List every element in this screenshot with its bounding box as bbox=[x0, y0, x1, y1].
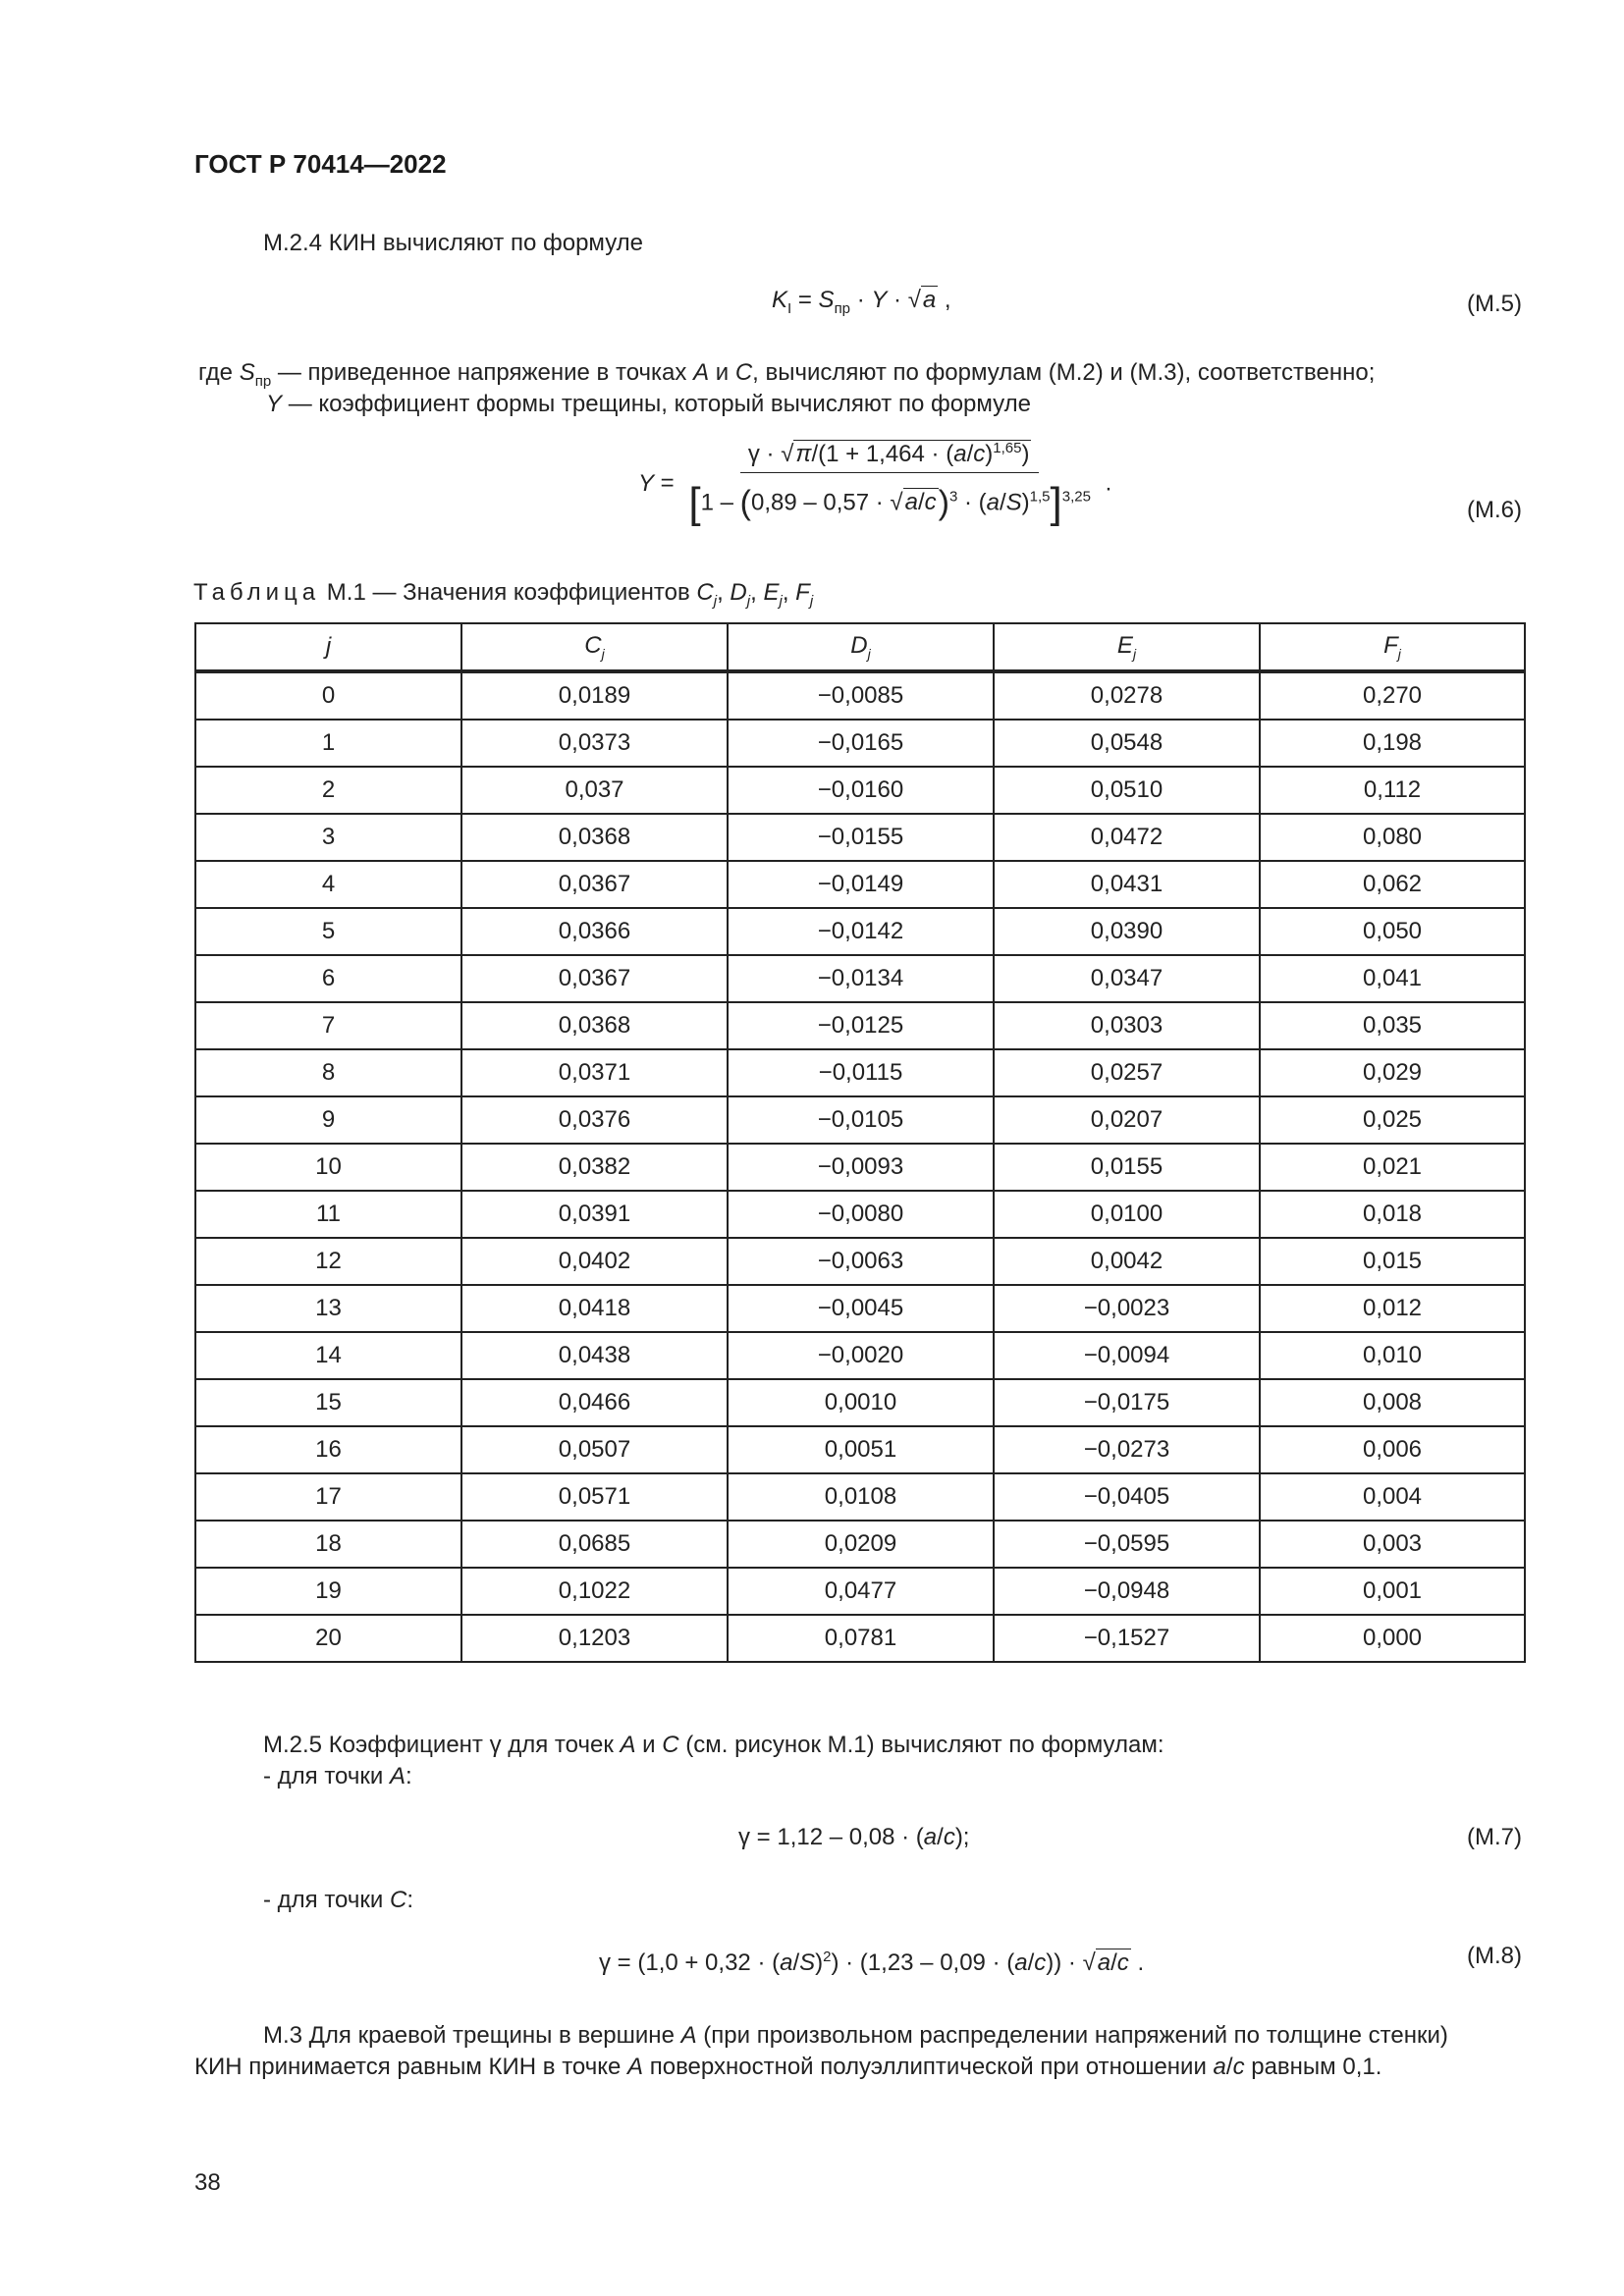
table-cell: −0,0948 bbox=[994, 1568, 1260, 1615]
table-header-cell: j bbox=[195, 623, 461, 671]
table-cell: 0,0155 bbox=[994, 1144, 1260, 1191]
table-cell: 0,0108 bbox=[728, 1473, 994, 1521]
table-cell: 10 bbox=[195, 1144, 461, 1191]
table-cell: −0,0273 bbox=[994, 1426, 1260, 1473]
table-cell: 18 bbox=[195, 1521, 461, 1568]
table-cell: 0,0100 bbox=[994, 1191, 1260, 1238]
table-cell: 0,0368 bbox=[461, 1002, 728, 1049]
table-cell: −0,0165 bbox=[728, 720, 994, 767]
table-cell: 0,0376 bbox=[461, 1096, 728, 1144]
table-cell: −0,0175 bbox=[994, 1379, 1260, 1426]
table-cell: 7 bbox=[195, 1002, 461, 1049]
table-row bbox=[195, 1191, 1525, 1238]
table-cell: 0,0051 bbox=[728, 1426, 994, 1473]
point-c-label: - для точки C: bbox=[263, 1887, 413, 1913]
table-cell: −0,0115 bbox=[728, 1049, 994, 1096]
table-cell: −0,0080 bbox=[728, 1191, 994, 1238]
table-header-cell: $F_j$ bbox=[1260, 623, 1525, 671]
table-cell: −0,0160 bbox=[728, 767, 994, 814]
table-row bbox=[195, 908, 1525, 955]
table-cell: 0,1022 bbox=[461, 1568, 728, 1615]
table-cell: 0,0402 bbox=[461, 1238, 728, 1285]
table-cell: 0,0367 bbox=[461, 861, 728, 908]
table-cell: 0,0438 bbox=[461, 1332, 728, 1379]
table-cell: −0,0405 bbox=[994, 1473, 1260, 1521]
table-row bbox=[195, 1332, 1525, 1379]
table-row bbox=[195, 955, 1525, 1002]
table-cell: 13 bbox=[195, 1285, 461, 1332]
table-cell: 0,0010 bbox=[728, 1379, 994, 1426]
table-cell: 0,006 bbox=[1260, 1426, 1525, 1473]
table-cell: 15 bbox=[195, 1379, 461, 1426]
table-cell: −0,0093 bbox=[728, 1144, 994, 1191]
table-header-cell: $C_j$ bbox=[461, 623, 728, 671]
table-cell: 0,0366 bbox=[461, 908, 728, 955]
table-cell: −0,0023 bbox=[994, 1285, 1260, 1332]
formula-m6: Y = $\frac{\gamma \cdot √\pi/(1 + 1,464 \cdot (a/c)^{1,65})}{[1 - (0,89 - 0,57 \cdot √a/c)^3 \cdot (a/S)^{1,5}]^{3,25}}$ . bbox=[638, 440, 1112, 527]
table-cell: 0,0510 bbox=[994, 767, 1260, 814]
table-cell: 0,037 bbox=[461, 767, 728, 814]
table-cell: 0,021 bbox=[1260, 1144, 1525, 1191]
table-row bbox=[195, 1473, 1525, 1521]
table-cell: 0,1203 bbox=[461, 1615, 728, 1662]
table-cell: 6 bbox=[195, 955, 461, 1002]
table-cell: −0,0155 bbox=[728, 814, 994, 861]
formula-m7: γ = 1,12 – 0,08 · (a/c); bbox=[738, 1824, 970, 1850]
eq-number-m5: (М.5) bbox=[1467, 291, 1522, 317]
table-cell: 0,035 bbox=[1260, 1002, 1525, 1049]
table-cell: 0,0431 bbox=[994, 861, 1260, 908]
table-cell: 0,0418 bbox=[461, 1285, 728, 1332]
table-cell: 0,0466 bbox=[461, 1379, 728, 1426]
table-cell: −0,0063 bbox=[728, 1238, 994, 1285]
table-cell: −0,0105 bbox=[728, 1096, 994, 1144]
table-cell: 0,010 bbox=[1260, 1332, 1525, 1379]
table-cell: 0,001 bbox=[1260, 1568, 1525, 1615]
table-cell: 17 bbox=[195, 1473, 461, 1521]
table-cell: 0,0477 bbox=[728, 1568, 994, 1615]
table-cell: 3 bbox=[195, 814, 461, 861]
table-header-cell: $E_j$ bbox=[994, 623, 1260, 671]
table-cell: 0,0390 bbox=[994, 908, 1260, 955]
section-m25-text: М.2.5 Коэффициент γ для точек A и C (см. рисунок М.1) вычисляют по формулам: bbox=[263, 1732, 1164, 1758]
table-cell: 0,0507 bbox=[461, 1426, 728, 1473]
table-row bbox=[195, 1568, 1525, 1615]
table-cell: 0,0391 bbox=[461, 1191, 728, 1238]
table-cell: 0,0367 bbox=[461, 955, 728, 1002]
table-cell: 0,0571 bbox=[461, 1473, 728, 1521]
table-cell: 0,0257 bbox=[994, 1049, 1260, 1096]
formula-m8: $\gamma = (1,0 + 0,32 \cdot (a/S)^2) \cdot (1,23 - 0,09 \cdot (a/c)) \cdot √a/c$ . bbox=[599, 1949, 1145, 1976]
table-cell: 5 bbox=[195, 908, 461, 955]
table-row bbox=[195, 1521, 1525, 1568]
table-cell: 0,018 bbox=[1260, 1191, 1525, 1238]
table-cell: 11 bbox=[195, 1191, 461, 1238]
eq-number-m8: (М.8) bbox=[1467, 1943, 1522, 1969]
table-cell: 9 bbox=[195, 1096, 461, 1144]
table-cell: 0,062 bbox=[1260, 861, 1525, 908]
table-row bbox=[195, 1096, 1525, 1144]
table-header-cell: $D_j$ bbox=[728, 623, 994, 671]
table-cell: −0,0134 bbox=[728, 955, 994, 1002]
section-m3-line2: КИН принимается равным КИН в точке A поверхностной полуэллиптической при отношении a/c равным 0,1. bbox=[194, 2054, 1382, 2080]
table-cell: 0,0278 bbox=[994, 671, 1260, 720]
table-cell: −0,0045 bbox=[728, 1285, 994, 1332]
table-row bbox=[195, 1238, 1525, 1285]
table-cell: 14 bbox=[195, 1332, 461, 1379]
table-cell: 20 bbox=[195, 1615, 461, 1662]
table-cell: 0 bbox=[195, 671, 461, 720]
table-cell: 0,041 bbox=[1260, 955, 1525, 1002]
table-header-row bbox=[195, 623, 1525, 671]
table-cell: 0,012 bbox=[1260, 1285, 1525, 1332]
table-row bbox=[195, 1144, 1525, 1191]
table-cell: −0,0125 bbox=[728, 1002, 994, 1049]
table-cell: −0,0595 bbox=[994, 1521, 1260, 1568]
table-row bbox=[195, 1285, 1525, 1332]
table-cell: −0,0085 bbox=[728, 671, 994, 720]
table-row bbox=[195, 671, 1525, 720]
eq-number-m6: (М.6) bbox=[1467, 497, 1522, 523]
table-row bbox=[195, 1049, 1525, 1096]
table-row bbox=[195, 720, 1525, 767]
table-cell: −0,0149 bbox=[728, 861, 994, 908]
where-y-line: Y — коэффициент формы трещины, который вычисляют по формуле bbox=[266, 391, 1031, 417]
table-cell: 0,025 bbox=[1260, 1096, 1525, 1144]
document-header: ГОСТ Р 70414—2022 bbox=[194, 149, 447, 179]
table-cell: 0,0382 bbox=[461, 1144, 728, 1191]
table-cell: −0,1527 bbox=[994, 1615, 1260, 1662]
table-cell: 0,000 bbox=[1260, 1615, 1525, 1662]
table-cell: 0,050 bbox=[1260, 908, 1525, 955]
table-cell: 0,0347 bbox=[994, 955, 1260, 1002]
table-cell: 0,0209 bbox=[728, 1521, 994, 1568]
table-cell: 0,0371 bbox=[461, 1049, 728, 1096]
table-cell: −0,0020 bbox=[728, 1332, 994, 1379]
where-s-line: где $S_{пр}$ — приведенное напряжение в точках A и C, вычисляют по формулам (М.2) и (М.3), соответственно; bbox=[198, 359, 1376, 390]
table-cell: 0,270 bbox=[1260, 671, 1525, 720]
table-cell: 0,080 bbox=[1260, 814, 1525, 861]
table-cell: 0,0373 bbox=[461, 720, 728, 767]
table-cell: 0,0207 bbox=[994, 1096, 1260, 1144]
page-number: 38 bbox=[194, 2169, 221, 2196]
table-caption: Таблица М.1 — Значения коэффициентов $C_j$, $D_j$, $E_j$, $F_j$ bbox=[193, 579, 814, 610]
table-cell: 12 bbox=[195, 1238, 461, 1285]
eq-number-m7: (М.7) bbox=[1467, 1824, 1522, 1850]
table-cell: 19 bbox=[195, 1568, 461, 1615]
table-cell: 0,0042 bbox=[994, 1238, 1260, 1285]
section-m3-line1: М.3 Для краевой трещины в вершине A (при произвольном распределении напряжений по толщине стенки) bbox=[263, 2022, 1448, 2049]
section-m24-text: М.2.4 КИН вычисляют по формуле bbox=[263, 230, 644, 256]
table-cell: 0,029 bbox=[1260, 1049, 1525, 1096]
table-cell: 0,003 bbox=[1260, 1521, 1525, 1568]
table-cell: −0,0094 bbox=[994, 1332, 1260, 1379]
table-cell: 0,0472 bbox=[994, 814, 1260, 861]
table-row bbox=[195, 1379, 1525, 1426]
table-cell: 2 bbox=[195, 767, 461, 814]
table-cell: −0,0142 bbox=[728, 908, 994, 955]
table-cell: 4 bbox=[195, 861, 461, 908]
table-row bbox=[195, 861, 1525, 908]
table-cell: 0,112 bbox=[1260, 767, 1525, 814]
table-cell: 0,008 bbox=[1260, 1379, 1525, 1426]
table-row bbox=[195, 1002, 1525, 1049]
point-a-label: - для точки A: bbox=[263, 1763, 412, 1789]
table-cell: 16 bbox=[195, 1426, 461, 1473]
formula-m5: $K_I = S_{пр} \cdot Y \cdot √a$ , bbox=[772, 287, 951, 317]
coefficients-table bbox=[194, 622, 1526, 1663]
table-cell: 0,0189 bbox=[461, 671, 728, 720]
table-row bbox=[195, 1426, 1525, 1473]
table-row bbox=[195, 1615, 1525, 1662]
table-row bbox=[195, 767, 1525, 814]
table-cell: 0,0368 bbox=[461, 814, 728, 861]
table-cell: 0,0781 bbox=[728, 1615, 994, 1662]
table-cell: 0,0685 bbox=[461, 1521, 728, 1568]
table-cell: 8 bbox=[195, 1049, 461, 1096]
table-cell: 1 bbox=[195, 720, 461, 767]
table-row bbox=[195, 814, 1525, 861]
table-cell: 0,015 bbox=[1260, 1238, 1525, 1285]
table-cell: 0,198 bbox=[1260, 720, 1525, 767]
table-cell: 0,0303 bbox=[994, 1002, 1260, 1049]
table-cell: 0,004 bbox=[1260, 1473, 1525, 1521]
table-cell: 0,0548 bbox=[994, 720, 1260, 767]
